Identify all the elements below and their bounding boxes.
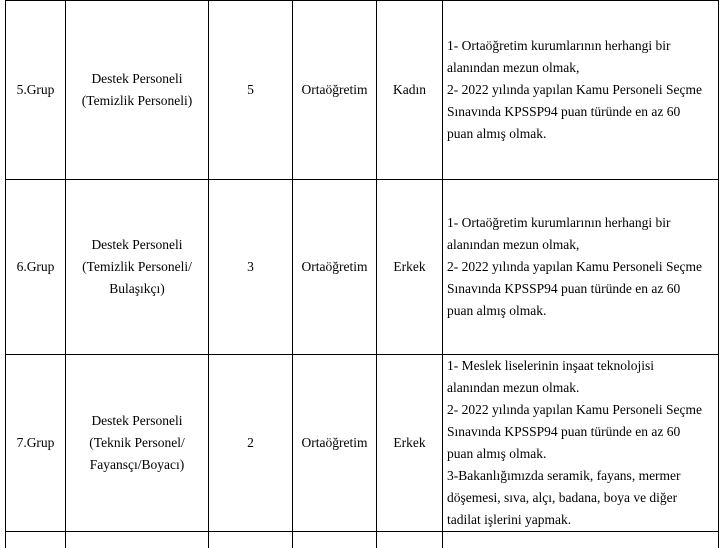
requirement-line: alanından mezun olmak.	[447, 377, 716, 399]
requirement-line: alanından mezun olmak,	[447, 234, 716, 256]
empty-cell	[293, 532, 377, 548]
requirement-line: 3-Bakanlığımızda seramik, fayans, mermer	[447, 465, 716, 487]
gender-cell: Kadın	[377, 1, 443, 180]
empty-cell	[209, 532, 293, 548]
requirement-line: tadilat işlerini yapmak.	[447, 509, 716, 531]
personnel-table	[5, 0, 719, 548]
empty-cell	[443, 532, 719, 548]
gender-cell: Erkek	[377, 180, 443, 355]
education-cell: Ortaöğretim	[293, 355, 377, 532]
requirement-line: 2- 2022 yılında yapılan Kamu Personeli Seçme	[447, 256, 716, 278]
position-line: Destek Personeli	[66, 234, 208, 256]
position-line: (Temizlik Personeli/	[66, 256, 208, 278]
group-cell: 5.Grup	[6, 1, 66, 180]
requirements-cell	[443, 180, 719, 355]
position-line: (Temizlik Personeli)	[66, 90, 208, 112]
count-cell: 5	[209, 1, 293, 180]
gender-cell: Erkek	[377, 355, 443, 532]
position-line: Fayansçı/Boyacı)	[66, 454, 208, 476]
requirement-line: alanından mezun olmak,	[447, 57, 716, 79]
requirement-line: 2- 2022 yılında yapılan Kamu Personeli Seçme	[447, 399, 716, 421]
position-cell	[66, 355, 209, 532]
position-line: Bulaşıkçı)	[66, 278, 208, 300]
count-cell: 2	[209, 355, 293, 532]
table-row-partial	[6, 532, 719, 548]
requirement-line: 2- 2022 yılında yapılan Kamu Personeli Seçme	[447, 79, 716, 101]
table-row-group-5	[6, 1, 719, 180]
table-row-group-7	[6, 355, 719, 532]
requirement-line: puan almış olmak.	[447, 443, 716, 465]
requirement-line: Sınavında KPSSP94 puan türünde en az 60	[447, 278, 716, 300]
position-cell	[66, 180, 209, 355]
requirements-cell	[443, 355, 719, 532]
empty-cell	[6, 532, 66, 548]
table-row-group-6	[6, 180, 719, 355]
empty-cell	[66, 532, 209, 548]
requirement-line: 1- Ortaöğretim kurumlarının herhangi bir	[447, 212, 716, 234]
education-cell: Ortaöğretim	[293, 180, 377, 355]
requirement-line: Sınavında KPSSP94 puan türünde en az 60	[447, 101, 716, 123]
requirements-cell	[443, 1, 719, 180]
requirement-line: döşemesi, sıva, alçı, badana, boya ve diğer	[447, 487, 716, 509]
position-line: (Teknik Personel/	[66, 432, 208, 454]
requirement-line: 1- Ortaöğretim kurumlarının herhangi bir	[447, 35, 716, 57]
count-cell: 3	[209, 180, 293, 355]
requirement-line: puan almış olmak.	[447, 123, 716, 145]
requirement-line: puan almış olmak.	[447, 300, 716, 322]
education-cell: Ortaöğretim	[293, 1, 377, 180]
empty-cell	[377, 532, 443, 548]
position-cell	[66, 1, 209, 180]
group-cell: 6.Grup	[6, 180, 66, 355]
requirement-line: Sınavında KPSSP94 puan türünde en az 60	[447, 421, 716, 443]
group-cell: 7.Grup	[6, 355, 66, 532]
position-line: Destek Personeli	[66, 68, 208, 90]
position-line: Destek Personeli	[66, 410, 208, 432]
requirement-line: 1- Meslek liselerinin inşaat teknolojisi	[447, 355, 716, 377]
